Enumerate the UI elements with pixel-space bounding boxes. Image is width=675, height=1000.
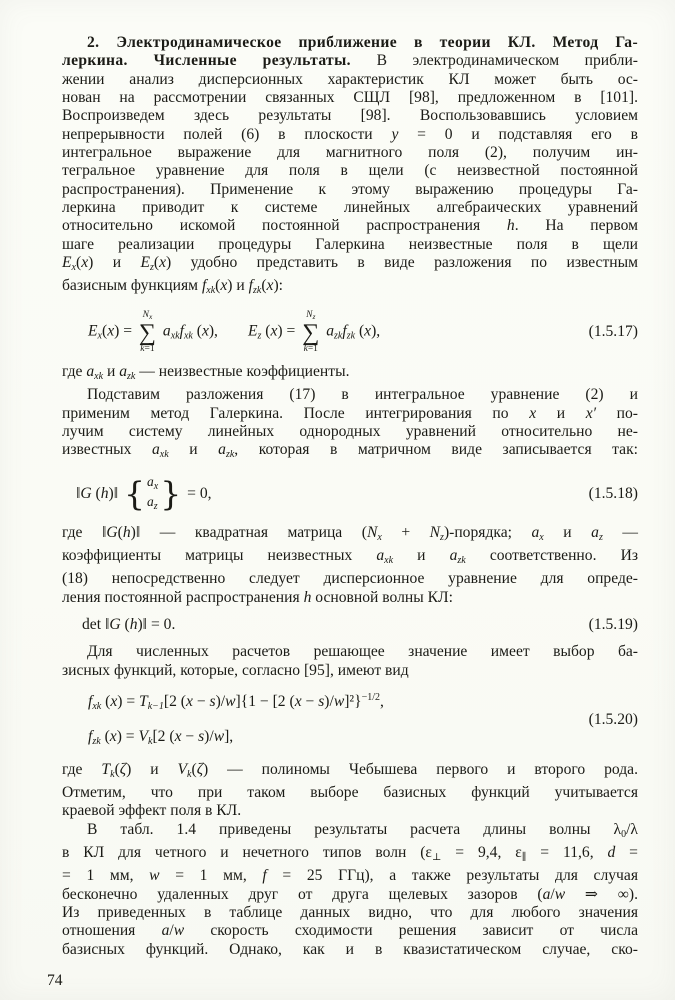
paragraph-substitute-expansions: Подставим разложения (17) в интегральное уравнение (2) и применим метод Галеркина. После интегрирования по x и x′ по- лучим систему линейных однородных уравнений относительно не- известных axk и azk, которая в матричном виде записывается так: (62, 386, 638, 461)
equation-number: (1.5.20) (588, 711, 638, 729)
equation-body: Ex(x) = $N_x$ ∑ k=1 axkfxk (x), Ez (x) = $N_z$ ∑ k=1 azkfzk (x), (88, 309, 381, 354)
equation-1-5-19 (62, 616, 638, 634)
equation-body: det ‖G (h)‖ = 0. (82, 615, 176, 633)
equation-body: ‖G (h)‖ { $a_x$ $a_z$ } = 0, (76, 473, 212, 514)
equation-line-fzk: fzk (x) = Vk[2 (x − s)/w], (88, 728, 234, 748)
equation-line-fxk: fxk (x) = Tk−1[2 (x − s)/w]{1 − [2 (x − s)/w]²}$^{-1/2}$, (88, 691, 384, 712)
equation-number: (1.5.18) (588, 484, 638, 502)
paragraph-chebyshev-polynomials: где Tk(ζ) и Vk(ζ) — полиномы Чебышева первого и второго рода. Отметим, что при таком выборе базисных функций учитывается краевой эффект поля в КЛ. (62, 760, 639, 820)
equation-1-5-18 (62, 474, 638, 515)
page-number: 74 (47, 972, 63, 990)
text-column (47, 34, 639, 990)
equation-body (62, 689, 384, 752)
equation-number: (1.5.17) (588, 322, 638, 340)
equation-number: (1.5.19) (588, 615, 638, 633)
paragraph-basis-functions-choice: Для численных расчетов решающее значение имеет выбор ба- зисных функций, которые, согласно [95], имеют вид (62, 643, 638, 679)
paragraph-table-results: В табл. 1.4 приведены результаты расчета длины волны λ0/λ в КЛ для четного и нечетного типов волн (ε⊥ = 9,4, ε∥ = 11,6, d = = 1 мм, w = 1 мм, f = 25 ГГц), а также результаты для случая бесконечно удаленных друг от друга щелевых зазоров (a/w ⇒ ∞). Из приведенных в таблице данных видно, что для любого значения отношения a/w скорость сходимости решения зависит от числа базисных функций. Однако, как и в квазистатическом случае, ско- (62, 820, 638, 958)
equation-1-5-17 (62, 310, 638, 354)
equation-1-5-20 (62, 689, 638, 752)
paragraph-matrix-description: где ‖G(h)‖ — квадратная матрица (Nx + Nz)-порядка; ax и az — коэффициенты матрицы неизвестных axk и azk соответственно. Из (18) непосредственно следует дисперсионное уравнение для опреде- ления постоянной распространения h основной волны КЛ: (62, 523, 638, 606)
paragraph-section-heading-intro: 2. Электродинамическое приближение в теории КЛ. Метод Га- леркина. Численные результаты. В электродинамическом прибли- жении анализ дисперсионных характеристик КЛ может быть ос- нован на рассмотрении связанных СЩЛ [98], предложенном в [101]. Воспроизведем здесь результаты [98]. Воспользовавшись условием непрерывности полей (6) в плоскости y = 0 и подставляя его в интегральное выражение для магнитного поля (2), получим ин- тегральное уравнение для поля в щели (с неизвестной постоянной распространения). Применение к этому выражению процедуры Га- леркина приводит к системе линейных алгебраических уравнений относительно искомой постоянной распространения h. На первом шаге реализации процедуры Галеркина неизвестные поля в щели Ex(x) и Ez(x) удобно представить в виде разложения по известным базисным функциям fxk(x) и fzk(x): (62, 34, 638, 297)
paragraph-where-coefficients: где axk и azk — неизвестные коэффициенты. (62, 362, 350, 382)
